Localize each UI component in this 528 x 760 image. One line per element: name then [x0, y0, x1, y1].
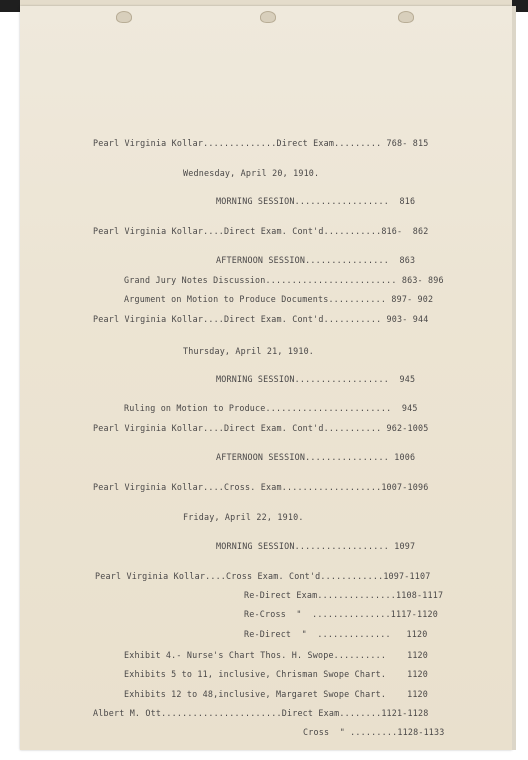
index-entry: Exhibits 12 to 48,inclusive, Margaret Swope Chart. 1120 [124, 689, 429, 699]
page-edge [512, 6, 516, 750]
index-entry: Pearl Virginia Kollar..............Direct Exam......... 768- 815 [93, 138, 429, 148]
index-entry: Pearl Virginia Kollar....Direct Exam. Cont'd........... 903- 944 [93, 314, 429, 324]
index-entry: Re-Direct Exam...............1108-1117 [244, 590, 444, 600]
index-entry: Grand Jury Notes Discussion......................... 863- 896 [124, 275, 444, 285]
index-entry: Pearl Virginia Kollar....Direct Exam. Cont'd...........816- 862 [93, 226, 429, 236]
index-entry: Pearl Virginia Kollar....Cross Exam. Cont'd............1097-1107 [95, 571, 431, 581]
punch-hole-icon [260, 11, 276, 23]
session-heading: AFTERNOON SESSION................ 1006 [216, 452, 416, 462]
index-entry: Cross " .........1128-1133 [303, 727, 445, 737]
index-entry: Argument on Motion to Produce Documents........... 897- 902 [124, 294, 434, 304]
session-heading: MORNING SESSION.................. 816 [216, 196, 416, 206]
index-entry: Pearl Virginia Kollar....Cross. Exam...................1007-1096 [93, 482, 429, 492]
index-entry: Ruling on Motion to Produce........................ 945 [124, 403, 418, 413]
punch-hole-icon [116, 11, 132, 23]
session-heading: AFTERNOON SESSION................ 863 [216, 255, 416, 265]
date-heading: Friday, April 22, 1910. [183, 512, 304, 522]
session-heading: MORNING SESSION.................. 945 [216, 374, 416, 384]
index-entry: Albert M. Ott.......................Direct Exam........1121-1128 [93, 708, 429, 718]
session-heading: MORNING SESSION.................. 1097 [216, 541, 416, 551]
date-heading: Wednesday, April 20, 1910. [183, 168, 320, 178]
date-heading: Thursday, April 21, 1910. [183, 346, 315, 356]
index-entry: Exhibits 5 to 11, inclusive, Chrisman Swope Chart. 1120 [124, 669, 429, 679]
index-entry: Re-Direct " .............. 1120 [244, 629, 428, 639]
index-entry: Exhibit 4.- Nurse's Chart Thos. H. Swope.......... 1120 [124, 650, 429, 660]
index-entry: Re-Cross " ...............1117-1120 [244, 609, 438, 619]
punch-hole-icon [398, 11, 414, 23]
index-entry: Pearl Virginia Kollar....Direct Exam. Cont'd........... 962-1005 [93, 423, 429, 433]
